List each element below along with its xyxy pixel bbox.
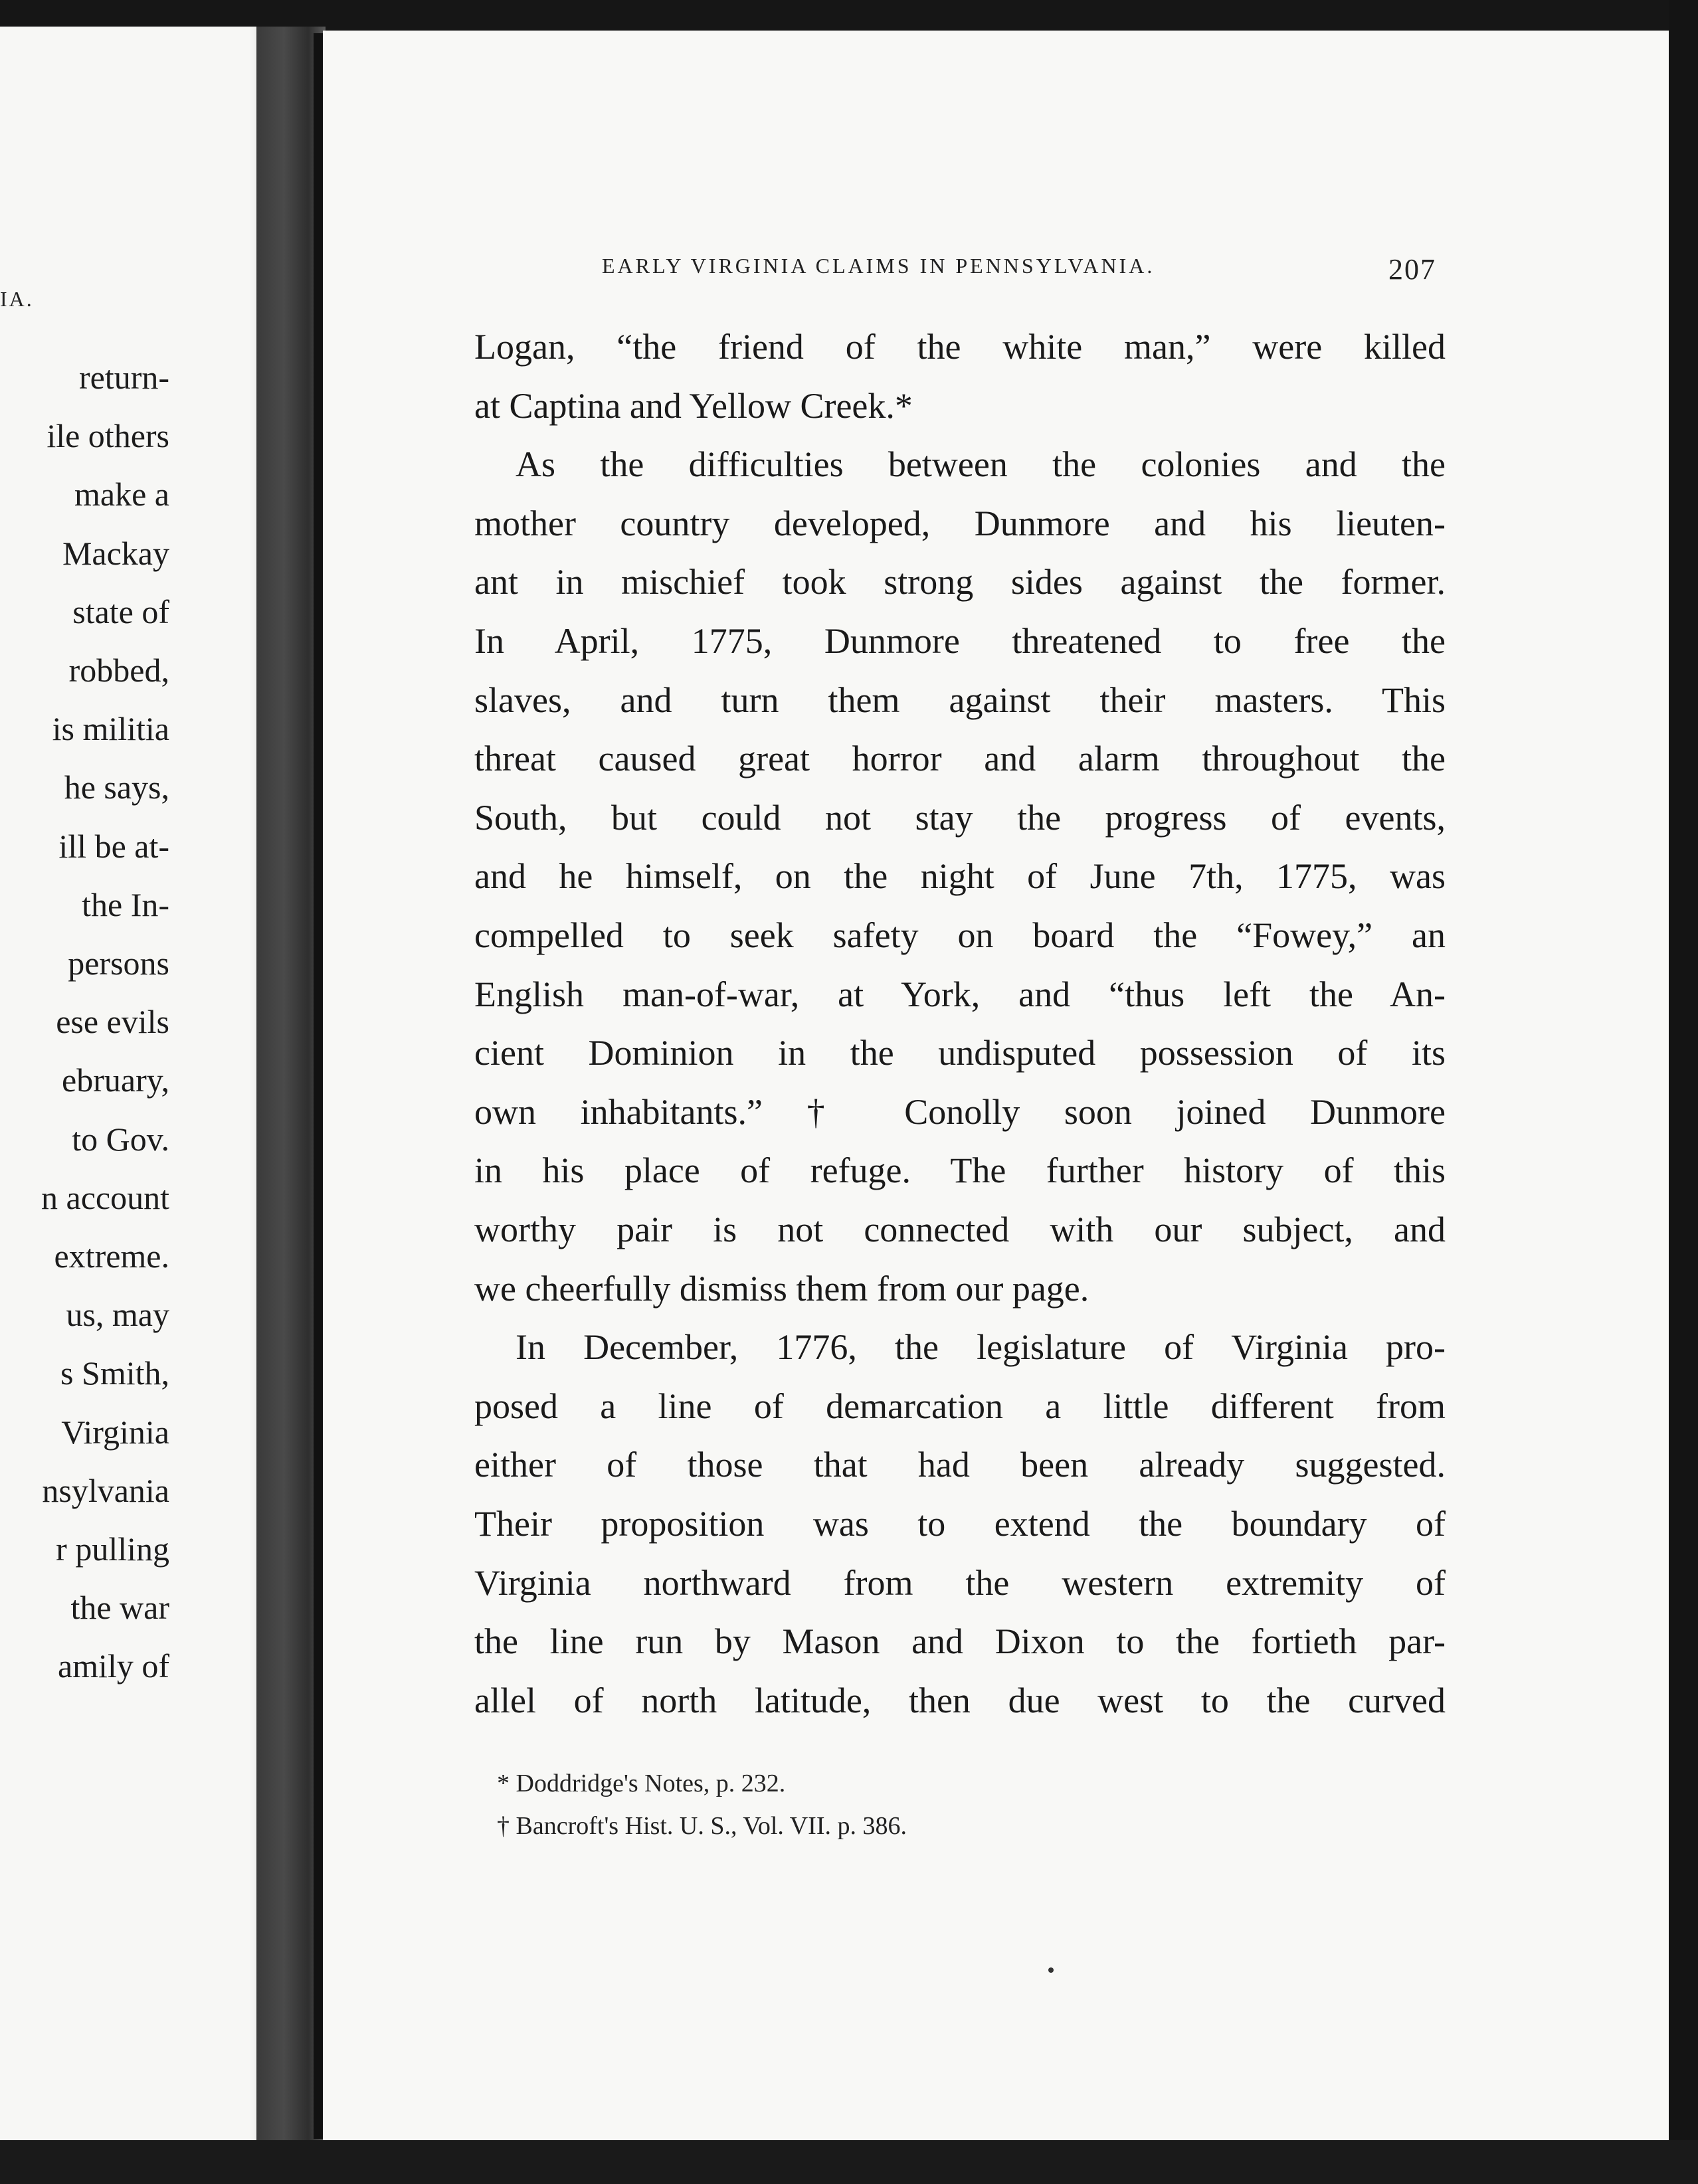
body-line: in his place of refuge. The further history of this — [474, 1150, 1446, 1191]
footnote: * Doddridge's Notes, p. 232. — [497, 1770, 786, 1797]
scan-bottom-border — [0, 2140, 1698, 2184]
left-page-line: state of — [72, 592, 169, 630]
spine-edge — [314, 33, 323, 2139]
left-page-line: robbed, — [68, 652, 169, 689]
body-line: ant in mischief took strong sides against the former. — [474, 562, 1446, 602]
left-page-line: is militia — [52, 710, 169, 748]
body-line: slaves, and turn them against their masters. This — [474, 680, 1446, 720]
left-page-line: Mackay — [62, 534, 169, 572]
page-number: 207 — [1388, 253, 1436, 286]
body-line: posed a line of demarcation a little different from — [474, 1386, 1446, 1426]
left-page-line: ese evils — [56, 1003, 169, 1041]
body-line: and he himself, on the night of June 7th, 1775, was — [474, 856, 1446, 897]
left-page-line: us, may — [66, 1296, 169, 1334]
scan-speck — [1048, 1967, 1054, 1973]
left-page-line: make a — [74, 476, 169, 513]
left-running-head: IA. — [0, 287, 34, 311]
body-line: threat caused great horror and alarm throughout the — [474, 739, 1446, 779]
left-page-line: Virginia — [61, 1413, 169, 1451]
body-line: In April, 1775, Dunmore threatened to free the — [474, 621, 1446, 661]
left-page-line: ebruary, — [62, 1061, 169, 1099]
left-page-line: return- — [78, 359, 169, 396]
body-line: Virginia northward from the western extremity of — [474, 1562, 1446, 1603]
left-page-line: n account — [41, 1178, 169, 1216]
body-line: South, but could not stay the progress of events, — [474, 797, 1446, 838]
body-line: mother country developed, Dunmore and his lieuten- — [474, 503, 1446, 543]
body-line: allel of north latitude, then due west to the curved — [474, 1680, 1446, 1720]
running-head: EARLY VIRGINIA CLAIMS IN PENNSYLVANIA. — [602, 254, 1155, 278]
left-page-line: he says, — [64, 769, 169, 806]
body-line: the line run by Mason and Dixon to the fortieth par- — [474, 1621, 1446, 1662]
left-page-line: the war — [70, 1589, 169, 1627]
scan-right-border — [1669, 0, 1698, 2184]
left-page-line: ile others — [47, 417, 169, 455]
footnote: † Bancroft's Hist. U. S., Vol. VII. p. 386. — [497, 1812, 907, 1840]
left-page-line: the In- — [82, 885, 169, 923]
left-page-line: r pulling — [56, 1530, 169, 1568]
left-page-line: s Smith, — [60, 1354, 169, 1392]
body-line: compelled to seek safety on board the “Fowey,” an — [474, 915, 1446, 955]
body-line: As the difficulties between the colonies and the — [516, 444, 1446, 485]
left-page — [0, 27, 286, 2145]
body-line: own inhabitants.” † Conolly soon joined Dunmore — [474, 1091, 1446, 1132]
body-line: Logan, “the friend of the white man,” were killed — [474, 327, 1446, 367]
left-page-line: persons — [68, 945, 169, 982]
left-page-line: extreme. — [54, 1237, 169, 1275]
body-line: English man-of-war, at York, and “thus left the An- — [474, 974, 1446, 1014]
body-line: worthy pair is not connected with our subject, and — [474, 1210, 1446, 1249]
body-line: either of those that had been already suggested. — [474, 1445, 1446, 1485]
left-page-line: ill be at- — [58, 827, 169, 865]
left-page-line: amily of — [57, 1647, 169, 1685]
body-line: we cheerfully dismiss them from our page. — [474, 1268, 1089, 1309]
left-page-line: nsylvania — [42, 1471, 169, 1509]
body-line: cient Dominion in the undisputed possession of its — [474, 1033, 1446, 1073]
body-line: at Captina and Yellow Creek.* — [474, 385, 913, 426]
body-line: Their proposition was to extend the boundary of — [474, 1504, 1446, 1544]
body-line: In December, 1776, the legislature of Virginia pro- — [516, 1327, 1446, 1368]
left-page-line: to Gov. — [72, 1120, 169, 1158]
